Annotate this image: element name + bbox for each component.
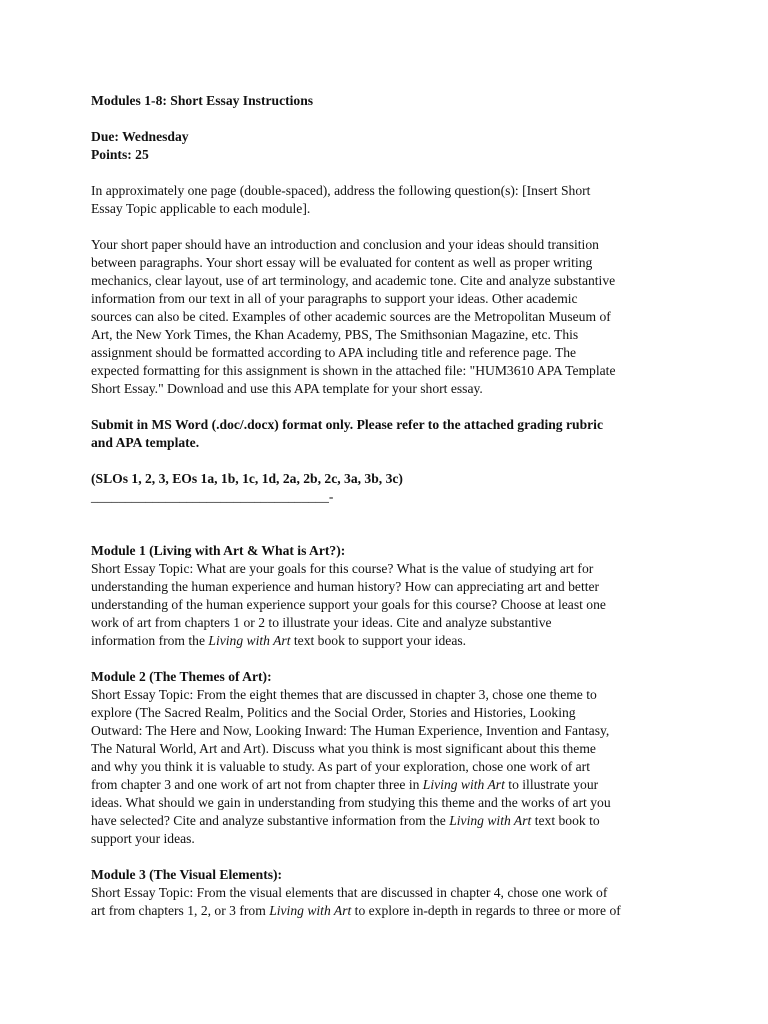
- module-1-heading: Module 1 (Living with Art & What is Art?):: [91, 543, 346, 558]
- module-3-line: Short Essay Topic: From the visual elements that are discussed in chapter 4, chose one work of: [91, 885, 608, 900]
- submit-line: Submit in MS Word (.doc/.docx) format only. Please refer to the attached grading rubric: [91, 417, 603, 432]
- due-points-block: [91, 128, 691, 164]
- module-2-text: text book to: [531, 813, 600, 828]
- module-3-heading: Module 3 (The Visual Elements):: [91, 867, 283, 882]
- module-3-text: to explore in-depth in regards to three or more of: [351, 903, 621, 918]
- module-2-line: [91, 812, 691, 830]
- points: Points: 25: [91, 147, 149, 162]
- module-1-line: understanding the human experience and human history? How can appreciating art and better: [91, 579, 600, 594]
- intro-line: In approximately one page (double-spaced), address the following question(s): [Insert Short: [91, 183, 591, 198]
- separator-rule: ___________________________________-: [91, 489, 334, 504]
- module-2-section: [91, 668, 691, 848]
- guidelines-line: between paragraphs. Your short essay will be evaluated for content as well as proper writing: [91, 255, 593, 270]
- module-2-line: ideas. What should we gain in understanding from studying this theme and the works of art you: [91, 795, 611, 810]
- intro-line: Essay Topic applicable to each module].: [91, 201, 311, 216]
- module-2-line: and why you think it is valuable to study. As part of your exploration, chose one work of art: [91, 759, 590, 774]
- document-page: [91, 92, 691, 938]
- module-3-text: art from chapters 1, 2, or 3 from: [91, 903, 270, 918]
- guidelines-line: expected formatting for this assignment is shown in the attached file: "HUM3610 APA Template: [91, 363, 616, 378]
- submit-line: and APA template.: [91, 435, 200, 450]
- module-3-section: [91, 866, 691, 920]
- book-title: Living with Art: [269, 903, 352, 918]
- document-title: Modules 1-8: Short Essay Instructions: [91, 93, 314, 108]
- module-2-text: from chapter 3 and one work of art not from chapter three in: [91, 777, 423, 792]
- slos-line: (SLOs 1, 2, 3, EOs 1a, 1b, 1c, 1d, 2a, 2b, 2c, 3a, 3b, 3c): [91, 471, 403, 486]
- spacer: [91, 506, 691, 542]
- guidelines-line: mechanics, clear layout, use of art terminology, and academic tone. Cite and analyze substantive: [91, 273, 616, 288]
- module-2-line: The Natural World, Art and Art). Discuss what you think is most significant about this theme: [91, 741, 596, 756]
- module-2-line: [91, 776, 691, 794]
- guidelines-line: Short Essay." Download and use this APA template for your short essay.: [91, 381, 483, 396]
- module-1-text: text book to support your ideas.: [290, 633, 467, 648]
- module-1-line: work of art from chapters 1 or 2 to illustrate your ideas. Cite and analyze substantive: [91, 615, 552, 630]
- book-title: Living with Art: [208, 633, 291, 648]
- module-3-line: [91, 902, 691, 920]
- module-2-heading: Module 2 (The Themes of Art):: [91, 669, 272, 684]
- guidelines-paragraph: [91, 236, 691, 398]
- module-1-line: [91, 632, 691, 650]
- guidelines-line: information from our text in all of your paragraphs to support your ideas. Other academic: [91, 291, 578, 306]
- module-1-line: Short Essay Topic: What are your goals for this course? What is the value of studying art for: [91, 561, 594, 576]
- header-block: [91, 92, 691, 110]
- module-1-section: [91, 542, 691, 650]
- guidelines-line: Art, the New York Times, the Khan Academy, PBS, The Smithsonian Magazine, etc. This: [91, 327, 579, 342]
- module-2-line: Outward: The Here and Now, Looking Inward: The Human Experience, Invention and Fantasy,: [91, 723, 610, 738]
- module-2-line: support your ideas.: [91, 831, 195, 846]
- book-title: Living with Art: [422, 777, 505, 792]
- guidelines-line: sources can also be cited. Examples of other academic sources are the Metropolitan Museum of: [91, 309, 611, 324]
- slos-block: [91, 470, 691, 506]
- module-1-line: understanding of the human experience support your goals for this course? Choose at least one: [91, 597, 606, 612]
- module-2-text: to illustrate your: [504, 777, 599, 792]
- module-2-line: Short Essay Topic: From the eight themes that are discussed in chapter 3, chose one theme to: [91, 687, 597, 702]
- module-2-line: explore (The Sacred Realm, Politics and the Social Order, Stories and Histories, Looking: [91, 705, 576, 720]
- guidelines-line: assignment should be formatted according to APA including title and reference page. The: [91, 345, 577, 360]
- guidelines-line: Your short paper should have an introduction and conclusion and your ideas should transition: [91, 237, 599, 252]
- intro-paragraph: [91, 182, 691, 218]
- module-2-text: have selected? Cite and analyze substantive information from the: [91, 813, 450, 828]
- due-date: Due: Wednesday: [91, 129, 189, 144]
- submit-instructions: [91, 416, 691, 452]
- module-1-text: information from the: [91, 633, 209, 648]
- book-title: Living with Art: [449, 813, 532, 828]
